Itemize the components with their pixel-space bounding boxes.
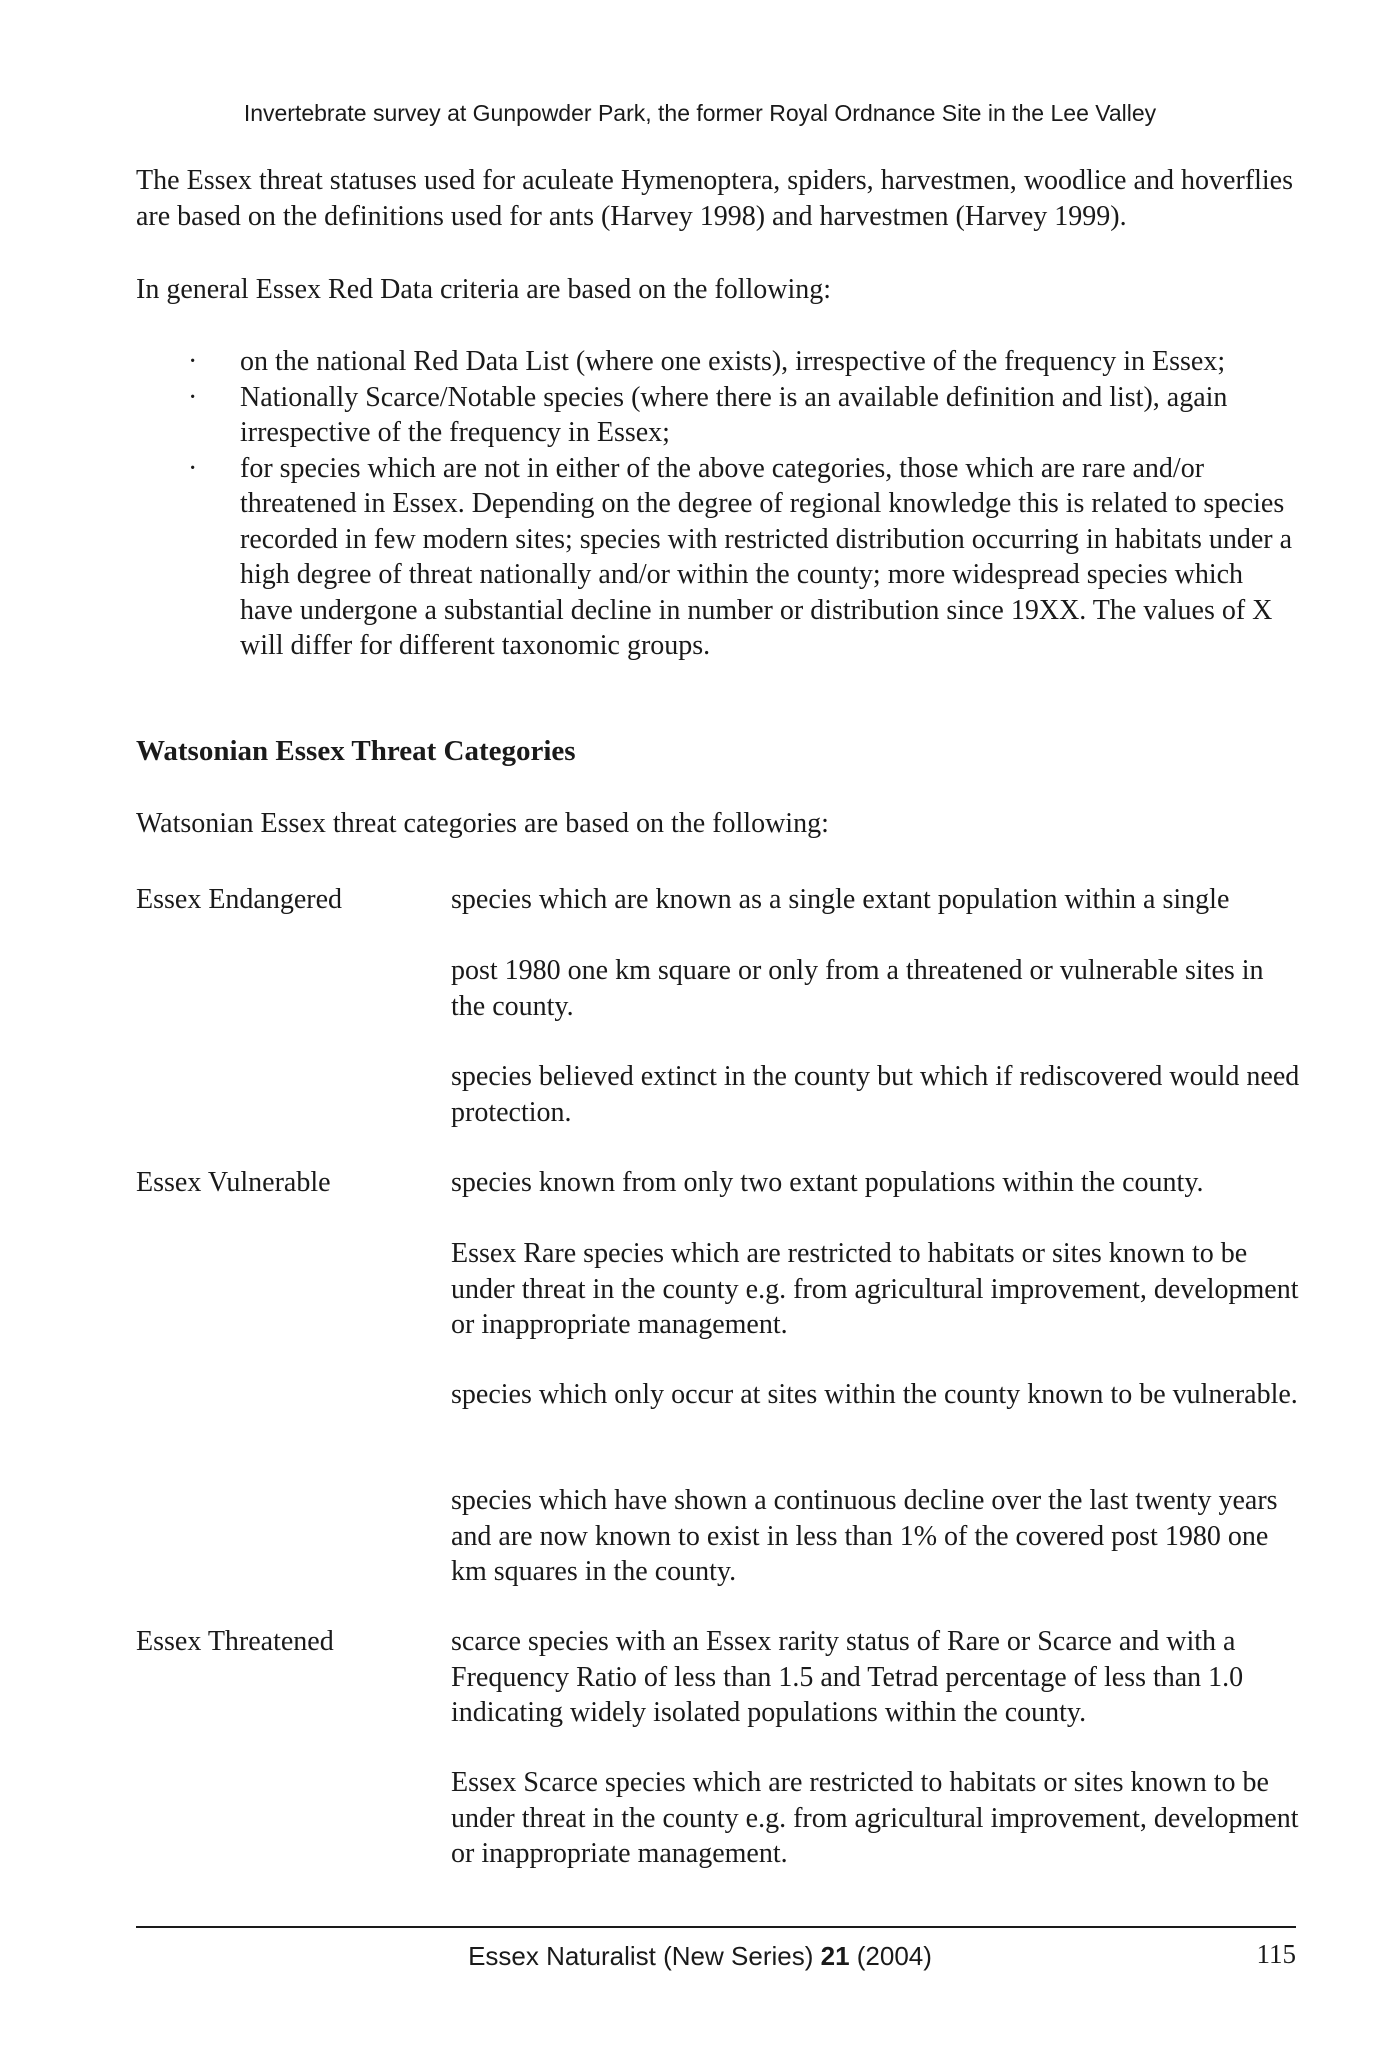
section-heading: Watsonian Essex Threat Categories — [136, 735, 576, 767]
category-term-threatened: Essex Threatened — [136, 1626, 334, 1657]
category-definition: species which have shown a continuous decline over the last twenty years and are now known to exist in less than 1% of the covered post 1980 one km squares in the county. — [451, 1485, 1278, 1587]
category-definition: species which only occur at sites within the county known to be vulnerable. — [451, 1379, 1298, 1410]
footer-journal-citation — [0, 1939, 1400, 1973]
bullet-item — [136, 380, 1296, 451]
intro-paragraph: The Essex threat statuses used for aculeate Hymenoptera, spiders, harvestmen, woodlice and hoverflies are based on the definitions used for ants (Harvey 1998) and harvestmen (Harvey 1999). — [136, 165, 1293, 232]
journal-name: Essex Naturalist (New Series) — [468, 1941, 821, 1971]
footer-rule — [136, 1926, 1296, 1928]
bullet-text: for species which are not in either of the above categories, those which are rare and/or threatened in Essex. Depending on the degree of regional knowledge this is related to species recorded in few modern sites; species with restricted distribution occurring in habitats under a high degree of threat nationally and/or within the county; more widespread species which have undergone a substantial decline in number or distribution since 19XX. The values of X will differ for different taxonomic groups. — [240, 452, 1293, 661]
category-definition: species known from only two extant populations within the county. — [451, 1167, 1204, 1198]
bullet-text: Nationally Scarce/Notable species (where there is an available definition and list), again irrespective of the frequency in Essex; — [240, 381, 1228, 448]
category-definition: scarce species with an Essex rarity status of Rare or Scarce and with a Frequency Ratio of less than 1.5 and Tetrad percentage of less than 1.0 indicating widely isolated populations within the county. — [451, 1626, 1244, 1728]
category-definition: Essex Rare species which are restricted to habitats or sites known to be under threat in the county e.g. from agricultural improvement, development or inappropriate management. — [451, 1238, 1299, 1340]
section-intro-paragraph: Watsonian Essex threat categories are based on the following: — [136, 808, 829, 839]
category-term-vulnerable: Essex Vulnerable — [136, 1167, 331, 1198]
category-definition: species which are known as a single extant population within a single — [451, 884, 1230, 915]
bullet-item — [136, 344, 1296, 380]
page-number: 115 — [1256, 1939, 1296, 1969]
journal-volume: 21 — [820, 1941, 850, 1971]
bullet-mark: · — [188, 346, 198, 377]
running-header: Invertebrate survey at Gunpowder Park, the former Royal Ordnance Site in the Lee Valley — [243, 100, 1157, 126]
bullet-item — [136, 451, 1296, 664]
category-definition: species believed extinct in the county but which if rediscovered would need protection. — [451, 1061, 1300, 1128]
journal-year: (2004) — [849, 1941, 932, 1971]
bullet-mark: · — [188, 452, 198, 484]
category-term-endangered: Essex Endangered — [136, 884, 343, 915]
criteria-bullet-list — [136, 344, 1296, 664]
category-definition: Essex Scarce species which are restricted to habitats or sites known to be under threat in the county e.g. from agricultural improvement, development or inappropriate management. — [451, 1767, 1299, 1869]
category-definition: post 1980 one km square or only from a threatened or vulnerable sites in the county. — [451, 955, 1264, 1022]
criteria-intro-paragraph: In general Essex Red Data criteria are based on the following: — [136, 274, 832, 305]
bullet-text: on the national Red Data List (where one exists), irrespective of the frequency in Essex; — [240, 346, 1226, 377]
bullet-mark: · — [188, 381, 198, 413]
